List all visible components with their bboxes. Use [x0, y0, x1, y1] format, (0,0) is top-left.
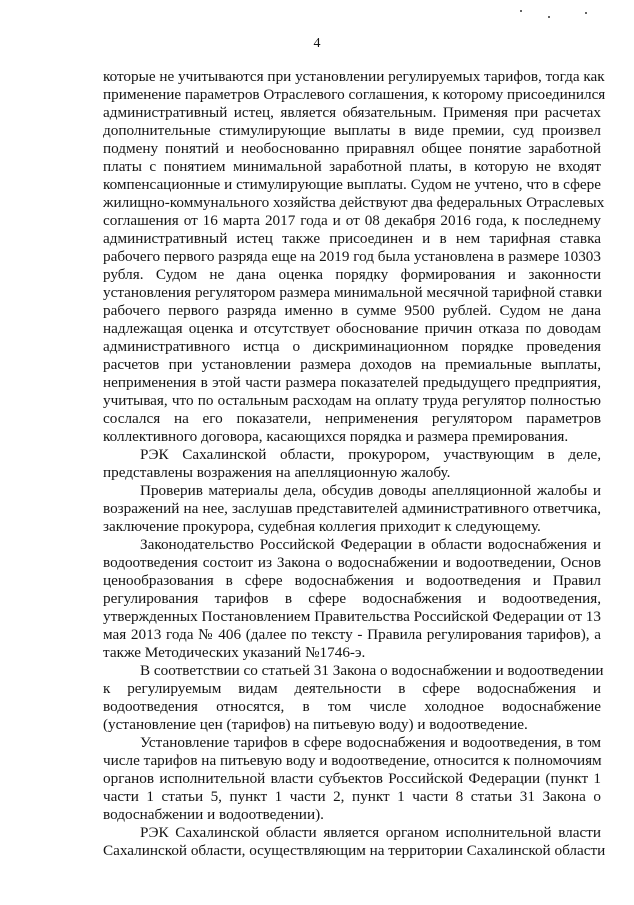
- text-line: мая 2013 года № 406 (далее по тексту - Правила регулирования тарифов), а: [103, 626, 601, 643]
- text-line: административный истец также присоединен и в нем тарифная ставка: [103, 230, 601, 247]
- text-line: также Методических указаний №1746-э.: [103, 644, 366, 661]
- text-line: сослался на его показатели, неприменения регулятором параметров: [103, 410, 601, 427]
- text-line: рабочего первого разряда именно в сумме 9500 рублей. Судом не дана: [103, 302, 601, 319]
- text-line: соглашения от 16 марта 2017 года и от 08 декабря 2016 года, к последнему: [103, 212, 601, 229]
- text-line: рубля. Судом не дана оценка порядку формирования и законности: [103, 266, 601, 283]
- text-line: жилищно-коммунального хозяйства действуют два федеральных Отраслевых: [103, 194, 605, 211]
- text-line: к регулируемым видам деятельности в сфере водоснабжения и: [103, 680, 601, 697]
- scan-speck: [548, 16, 550, 18]
- text-line: водоотведения относятся, в том числе холодное водоснабжение: [103, 698, 601, 715]
- text-line: расчетов при установлении размера доходов на премиальные выплаты,: [103, 356, 601, 373]
- text-line: возражений на нее, заслушав представителей административного ответчика,: [103, 500, 601, 517]
- text-line: числе тарифов на питьевую воду и водоотведение, относится к полномочиям: [103, 752, 602, 769]
- text-line: подмену понятий и необоснованно приравнял общее понятие заработной: [103, 140, 601, 157]
- text-line: компенсационные и стимулирующие выплаты. Судом не учтено, что в сфере: [103, 176, 601, 193]
- text-line: регулирования тарифов в сфере водоснабжения и водоотведения,: [103, 590, 601, 607]
- text-line: платы с понятием минимальной заработной платы, в которую не входят: [103, 158, 601, 175]
- text-line: РЭК Сахалинской области, прокурором, участвующим в деле,: [140, 446, 601, 463]
- page-number: 4: [313, 36, 321, 51]
- text-line: (установление цен (тарифов) на питьевую воду) и водоотведение.: [103, 716, 528, 733]
- text-line: ценообразования в сфере водоснабжения и водоотведения и Правил: [103, 572, 601, 589]
- text-line: Установление тарифов в сфере водоснабжения и водоотведения, в том: [140, 734, 601, 751]
- text-line: рабочего первого разряда еще на 2019 год была установлена в размере 10303: [103, 248, 601, 265]
- text-line: административный истец, является обязательным. Применяя при расчетах: [103, 104, 601, 121]
- text-line: представлены возражения на апелляционную жалобу.: [103, 464, 451, 481]
- text-line: учитывая, что по остальным расходам на оплату труда регулятор полностью: [103, 392, 601, 409]
- text-line: органов исполнительной власти субъектов Российской Федерации (пункт 1: [103, 770, 601, 787]
- scan-speck: [520, 10, 522, 12]
- text-line: неприменения в этой части размера показателей предыдущего предприятия,: [103, 374, 601, 391]
- text-line: Законодательство Российской Федерации в области водоснабжения и: [140, 536, 601, 553]
- text-line: дополнительные стимулирующие выплаты в виде премии, суд произвел: [103, 122, 601, 139]
- text-line: коллективного договора, касающихся порядка и размера премирования.: [103, 428, 569, 445]
- text-line: надлежащая оценка и отсутствует обоснование причин отказа по доводам: [103, 320, 601, 337]
- text-line: установления регулятором размера минимальной месячной тарифной ставки: [103, 284, 602, 301]
- scan-speck: [585, 12, 587, 14]
- text-line: которые не учитываются при установлении регулируемых тарифов, тогда как: [103, 68, 605, 85]
- text-line: Проверив материалы дела, обсудив доводы апелляционной жалобы и: [140, 482, 601, 499]
- text-line: В соответствии со статьей 31 Закона о водоснабжении и водоотведении: [140, 662, 604, 679]
- text-line: утвержденных Постановлением Правительства Российской Федерации от 13: [103, 608, 601, 625]
- text-line: водоотведения состоит из Закона о водоснабжении и водоотведении, Основ: [103, 554, 601, 571]
- text-line: водоснабжении и водоотведении).: [103, 806, 324, 823]
- text-line: части 1 статьи 5, пункт 1 части 2, пункт 1 части 8 статьи 31 Закона о: [103, 788, 601, 805]
- text-line: заключение прокурора, судебная коллегия приходит к следующему.: [103, 518, 541, 535]
- text-line: административного истца о дискриминационном порядке проведения: [103, 338, 601, 355]
- text-line: применение параметров Отраслевого соглашения, к которому присоединился: [103, 86, 606, 103]
- text-line: Сахалинской области, осуществляющим на территории Сахалинской области: [103, 842, 606, 859]
- text-line: РЭК Сахалинской области является органом исполнительной власти: [140, 824, 601, 841]
